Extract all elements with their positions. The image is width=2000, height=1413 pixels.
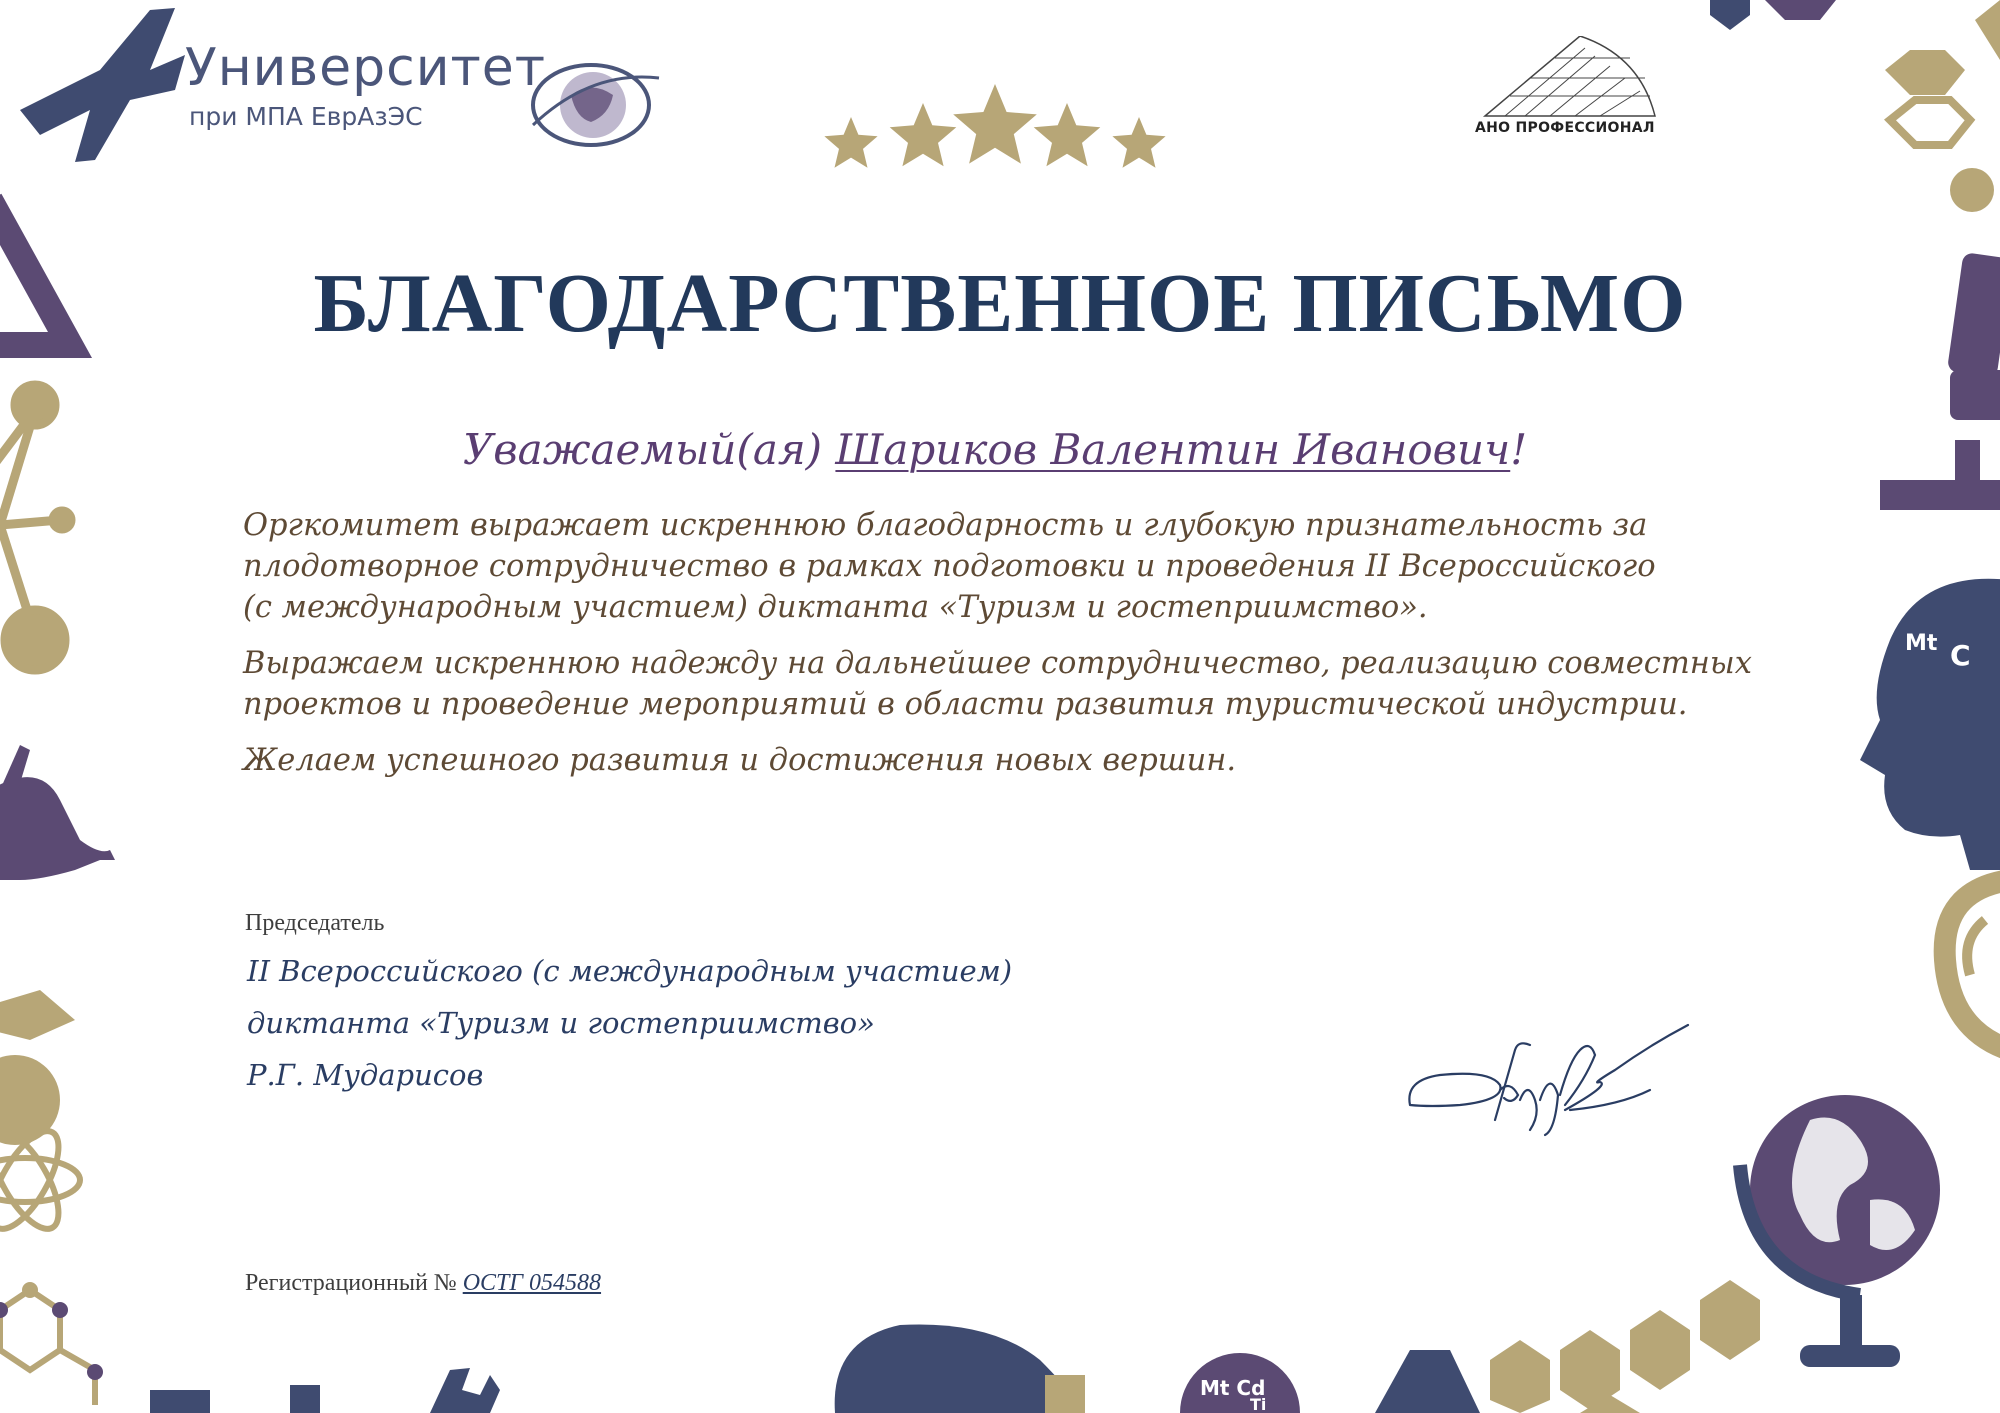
hexagon-cells-icon <box>1375 1280 1760 1413</box>
globe-icon <box>1740 1095 1940 1367</box>
chemical-structure-icon <box>0 1282 103 1405</box>
university-name-line2: при МПА ЕврАзЭС <box>189 102 423 131</box>
university-name-line1: Университет <box>185 38 547 98</box>
paragraph-wishes <box>243 740 1773 781</box>
letter-body <box>243 505 1773 796</box>
airplane-icon <box>20 8 185 162</box>
paragraph-gratitude <box>243 505 1773 628</box>
arch-grid-icon <box>1470 36 1670 121</box>
greeting-line <box>0 425 1990 474</box>
high-heel-shoe-icon <box>0 745 115 880</box>
chair-label: Председатель <box>245 910 385 936</box>
star-icon <box>953 84 1037 164</box>
paragraph-line: проектов и проведение мероприятий в области развития туристической индустрии. <box>243 687 1688 722</box>
light-bulb-icon <box>835 1324 1085 1413</box>
chair-name: Р.Г. Мударисов <box>247 1058 484 1092</box>
university-logo <box>185 38 625 138</box>
chair-line: диктанта «Туризм и гостеприимство» <box>247 1006 875 1040</box>
svg-text:Mt Cd: Mt Cd <box>1200 1376 1266 1400</box>
chair-details <box>245 945 1145 1101</box>
star-icon <box>824 117 877 168</box>
paragraph-hope <box>243 643 1773 725</box>
star-icon <box>890 103 957 166</box>
registration-number: ОСТГ 054588 <box>462 1270 602 1296</box>
greeting-suffix: ! <box>1510 425 1528 474</box>
paragraph-line: Желаем успешного развития и достижения новых вершин. <box>243 743 1237 778</box>
greeting-prefix: Уважаемый(ая) <box>462 425 823 474</box>
svg-text:C: C <box>1950 639 1971 672</box>
registration-label: Регистрационный № <box>245 1270 457 1296</box>
signatory-block <box>245 910 1145 1101</box>
paragraph-line: (с международным участием) диктанта «Туризм и гостеприимство». <box>243 590 1428 625</box>
svg-text:Mt: Mt <box>1905 631 1938 656</box>
stars-rating <box>815 70 1175 180</box>
document-title: БЛАГОДАРСТВЕННОЕ ПИСЬМО <box>313 257 1687 350</box>
star-icon <box>1034 103 1101 166</box>
svg-text:Ti: Ti <box>1250 1395 1267 1413</box>
wrench-icon <box>430 1368 500 1413</box>
honeycomb-icon <box>1710 0 2000 212</box>
pencil-icon <box>150 1385 320 1413</box>
paragraph-line: плодотворное сотрудничество в рамках подготовки и проведения II Всероссийского <box>243 549 1656 584</box>
head-profile-icon <box>1860 579 2000 870</box>
recipient-name: Шариков Валентин Иванович <box>835 425 1511 474</box>
star-icon <box>1112 117 1165 168</box>
paragraph-line: Оргкомитет выражает искреннюю благодарность и глубокую признательность за <box>243 508 1648 543</box>
registration-line <box>245 1270 601 1297</box>
chair-line: II Всероссийского (с международным участием) <box>247 954 1013 988</box>
ano-name: АНО ПРОФЕССИОНАЛ <box>1475 120 1655 136</box>
graduate-icon <box>0 990 75 1145</box>
periodic-elements-icon <box>1180 1353 1300 1413</box>
handwritten-signature <box>1400 1010 1690 1140</box>
ano-logo <box>1470 36 1670 146</box>
paragraph-line: Выражаем искреннюю надежду на дальнейшее сотрудничество, реализацию совместных <box>243 646 1752 681</box>
mask-icon <box>1945 880 2000 1050</box>
